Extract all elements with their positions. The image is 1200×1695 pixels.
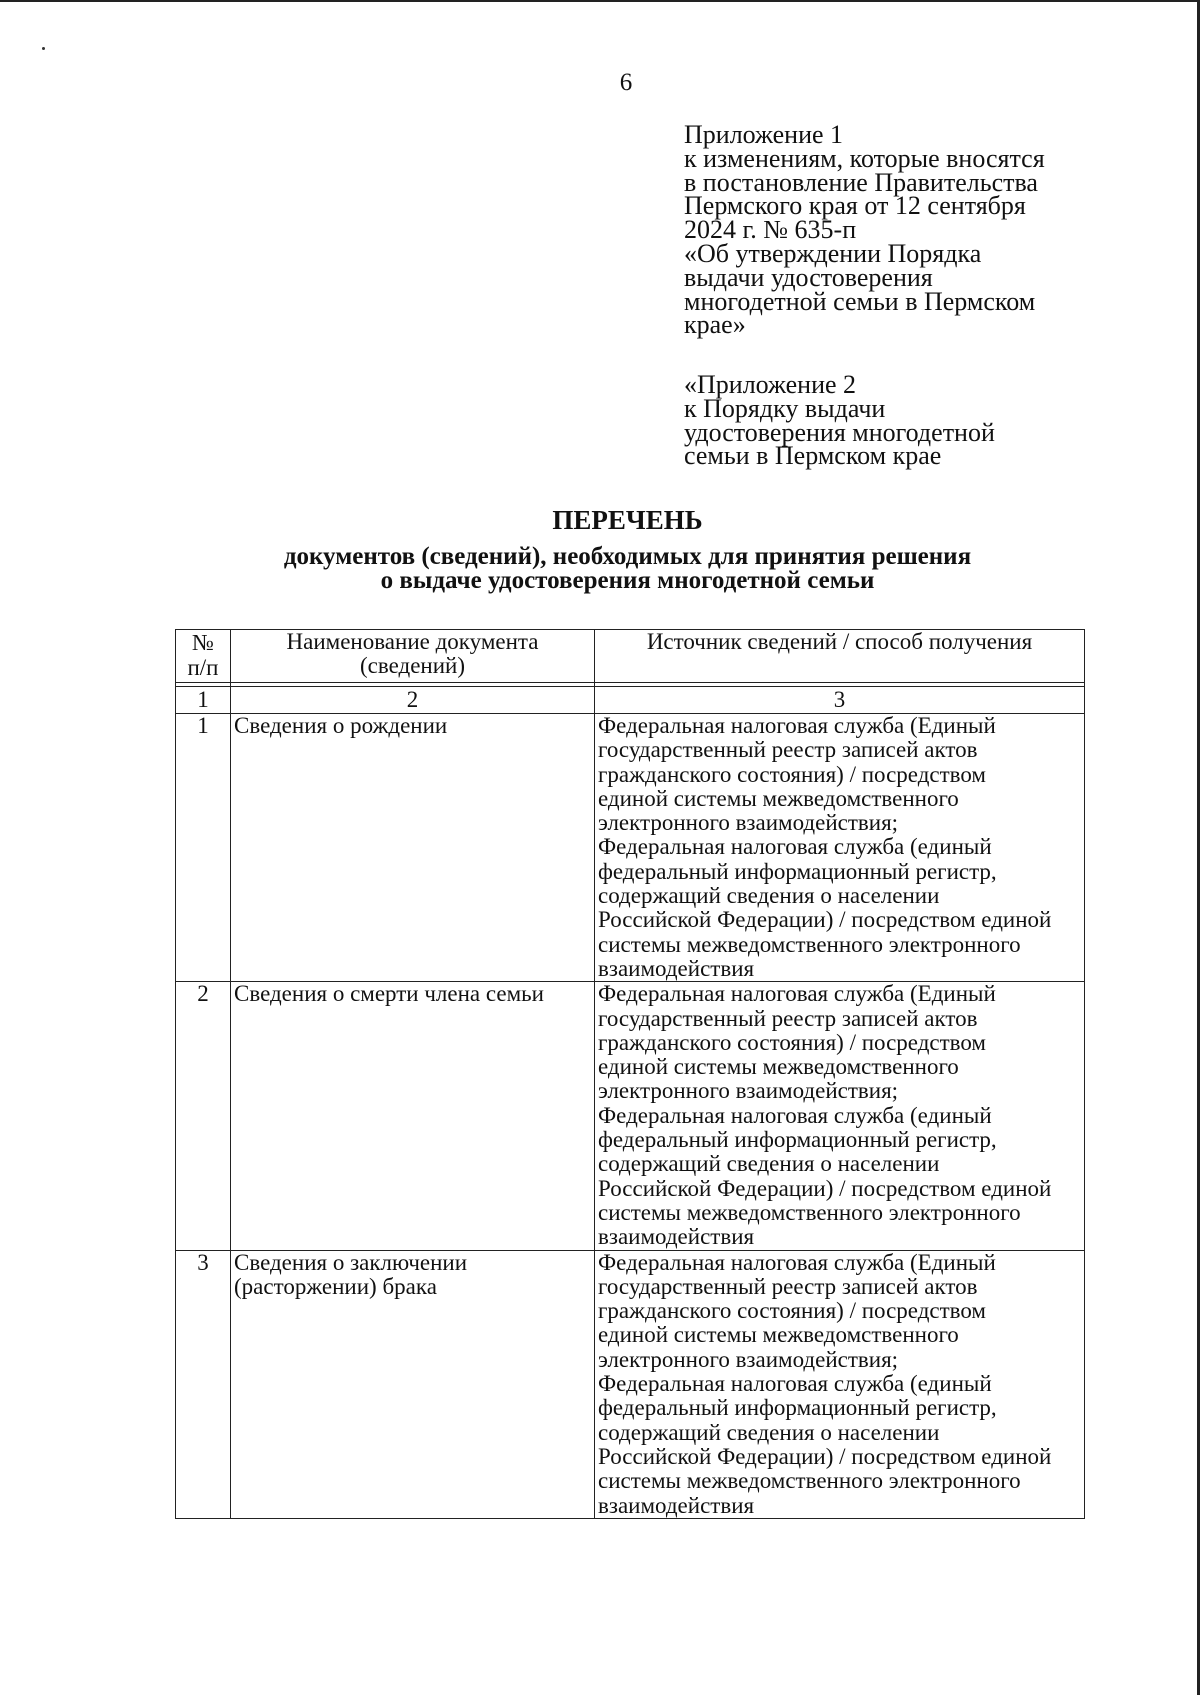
row-source-line: системы межведомственного электронного — [598, 1199, 1021, 1225]
appendix-1-line: 2024 г. № 635-п — [684, 215, 857, 245]
table-row — [176, 982, 1085, 1250]
row-source-line: Федеральная налоговая служба (единый — [598, 1102, 992, 1128]
header-name-line1: Наименование документа — [286, 629, 539, 654]
row-source-line: Российской Федерации) / посредством единой — [598, 1175, 1052, 1201]
row-source-line: содержащий сведения о населении — [598, 1419, 940, 1445]
column-number-1: 1 — [176, 687, 231, 714]
scan-speck — [42, 47, 45, 50]
row-name — [231, 982, 595, 1250]
table-row — [176, 1250, 1085, 1518]
row-source-line: государственный реестр записей актов — [598, 1273, 978, 1299]
appendix-2-block — [684, 370, 1104, 471]
row-index: 1 — [176, 714, 231, 982]
appendix-2-line: семьи в Пермском крае — [684, 441, 942, 471]
scan-edge-top — [0, 0, 1200, 2]
row-source-line: содержащий сведения о населении — [598, 1151, 940, 1177]
appendix-2-line: «Приложение 2 — [684, 370, 857, 399]
document-subtitle — [0, 545, 1200, 593]
row-source-line: взаимодействия — [598, 955, 755, 981]
row-source-line: системы межведомственного электронного — [598, 931, 1021, 957]
appendix-2-line: удостоверения многодетной — [684, 417, 995, 447]
appendix-1-line: к изменениям, которые вносятся — [684, 143, 1045, 173]
row-source-line: государственный реестр записей актов — [598, 1005, 978, 1031]
header-number-line1: № — [192, 630, 214, 655]
row-name-line: Сведения о заключении — [234, 1249, 468, 1275]
page-number: 6 — [619, 69, 633, 96]
appendix-1-line: в постановление Правительства — [684, 167, 1038, 197]
row-source-line: федеральный информационный регистр, — [598, 858, 997, 884]
row-source-line: единой системы межведомственного — [598, 1054, 959, 1080]
row-name — [231, 1250, 595, 1518]
row-source-line: системы межведомственного электронного — [598, 1468, 1021, 1494]
row-source-line: Российской Федерации) / посредством единой — [598, 1443, 1052, 1469]
row-source-line: содержащий сведения о населении — [598, 883, 940, 909]
row-name-line: Сведения о смерти члена семьи — [234, 981, 544, 1007]
row-source-line: Федеральная налоговая служба (Единый — [598, 981, 996, 1007]
header-name-line2: (сведений) — [360, 653, 465, 678]
row-source-line: единой системы межведомственного — [598, 785, 959, 811]
row-source — [595, 1250, 1085, 1518]
row-source-line: гражданского состояния) / посредством — [598, 761, 986, 787]
header-source: Источник сведений / способ получения — [595, 630, 1085, 683]
appendix-1-line: Пермского края от 12 сентября — [684, 191, 1026, 221]
appendix-1-line: выдачи удостоверения — [684, 262, 933, 292]
column-number-3: 3 — [595, 687, 1085, 714]
row-source-line: федеральный информационный регистр, — [598, 1127, 997, 1153]
row-source-line: взаимодействия — [598, 1492, 755, 1518]
row-source-line: Федеральная налоговая служба (единый — [598, 834, 992, 860]
row-source-line: гражданского состояния) / посредством — [598, 1029, 986, 1055]
row-index: 2 — [176, 982, 231, 1250]
row-index: 3 — [176, 1250, 231, 1518]
documents-table — [175, 629, 1085, 1519]
row-source — [595, 714, 1085, 982]
appendix-1-line: Приложение 1 — [684, 120, 844, 149]
column-numbers-row — [176, 687, 1085, 714]
row-source-line: Федеральная налоговая служба (Единый — [598, 1249, 996, 1275]
column-number-2: 2 — [231, 687, 595, 714]
header-number — [176, 630, 231, 683]
appendix-1-line: крае» — [684, 310, 746, 340]
appendix-2-line: к Порядку выдачи — [684, 393, 886, 423]
row-source-line: единой системы межведомственного — [598, 1322, 959, 1348]
table-row — [176, 714, 1085, 982]
row-source-line: взаимодействия — [598, 1224, 755, 1250]
row-source-line: гражданского состояния) / посредством — [598, 1298, 986, 1324]
row-source-line: Федеральная налоговая служба (единый — [598, 1371, 992, 1397]
document-title: ПЕРЕЧЕНЬ — [552, 505, 703, 535]
row-source-line: электронного взаимодействия; — [598, 1346, 899, 1372]
row-name-line: Сведения о рождении — [234, 713, 448, 738]
table-header-row — [176, 630, 1085, 683]
header-name — [231, 630, 595, 683]
row-name — [231, 714, 595, 982]
row-source-line: государственный реестр записей актов — [598, 737, 978, 763]
row-source-line: федеральный информационный регистр, — [598, 1395, 997, 1421]
header-number-line2: п/п — [187, 655, 219, 680]
appendix-1-line: «Об утверждении Порядка — [684, 238, 982, 268]
row-source-line: Федеральная налоговая служба (Единый — [598, 713, 996, 738]
document-subtitle-line: документов (сведений), необходимых для принятия решения — [283, 543, 972, 570]
row-source — [595, 982, 1085, 1250]
row-source-line: электронного взаимодействия; — [598, 1078, 899, 1104]
row-source-line: электронного взаимодействия; — [598, 810, 899, 836]
row-name-line: (расторжении) брака — [234, 1273, 437, 1299]
row-source-line: Российской Федерации) / посредством единой — [598, 907, 1052, 933]
document-subtitle-line: о выдаче удостоверения многодетной семьи — [380, 567, 875, 594]
appendix-1-block — [684, 120, 1104, 340]
appendix-1-line: многодетной семьи в Пермском — [684, 286, 1036, 316]
